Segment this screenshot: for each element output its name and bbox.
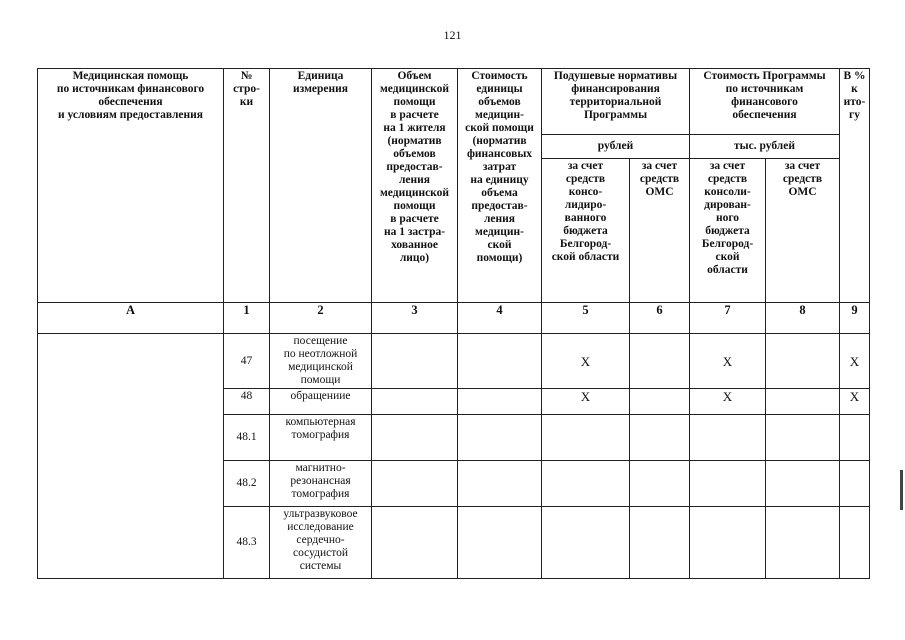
regional-per-capita-cell — [542, 461, 630, 507]
column-number: 2 — [270, 303, 372, 334]
header-oms-cost: за счет средств ОМС — [766, 159, 840, 303]
table-row — [38, 334, 870, 389]
header-percent: В % к ито- гу — [840, 69, 870, 303]
unit-cell: компьютерная томография — [270, 415, 372, 461]
oms-per-capita-cell — [630, 507, 690, 579]
header-regional-budget-per-capita: за счет средств консо- лидиро- ванного бюджета Белгород- ской области — [542, 159, 630, 303]
header-unit: Единица измерения — [270, 69, 372, 303]
regional-cost-cell — [690, 415, 766, 461]
unit-cell: посещение по неотложной медицинской помощи — [270, 334, 372, 389]
unit-cost-cell — [458, 461, 542, 507]
column-number: 6 — [630, 303, 690, 334]
line-number: 48.1 — [224, 415, 270, 461]
header-unit-cost: Стоимость единицы объемов медицин- ской помощи (норматив финансовых затрат на единицу объема предостав- ления медицин- ской помощи) — [458, 69, 542, 303]
oms-per-capita-cell — [630, 334, 690, 389]
financing-table — [37, 68, 870, 579]
regional-cost-cell — [690, 461, 766, 507]
oms-per-capita-cell — [630, 415, 690, 461]
regional-per-capita-cell: Х — [542, 389, 630, 415]
oms-cost-cell — [766, 389, 840, 415]
header-unit-rubles: рублей — [542, 135, 690, 159]
column-number: 5 — [542, 303, 630, 334]
unit-cell: обращениие — [270, 389, 372, 415]
regional-per-capita-cell — [542, 415, 630, 461]
line-number: 48.3 — [224, 507, 270, 579]
header-unit-thousand-rubles: тыс. рублей — [690, 135, 840, 159]
unit-cost-cell — [458, 389, 542, 415]
header-program-cost-group: Стоимость Программы по источникам финансового обеспечения — [690, 69, 840, 135]
percent-cell — [840, 461, 870, 507]
column-number: 1 — [224, 303, 270, 334]
volume-cell — [372, 334, 458, 389]
percent-cell: Х — [840, 389, 870, 415]
regional-per-capita-cell: Х — [542, 334, 630, 389]
unit-cell: ультразвуковое исследование сердечно- сосудистой системы — [270, 507, 372, 579]
unit-cost-cell — [458, 415, 542, 461]
volume-cell — [372, 461, 458, 507]
line-number: 48.2 — [224, 461, 270, 507]
unit-cell: магнитно- резонансная томография — [270, 461, 372, 507]
page-number: 121 — [443, 28, 462, 42]
oms-per-capita-cell — [630, 389, 690, 415]
header-oms-per-capita: за счет средств ОМС — [630, 159, 690, 303]
line-number: 48 — [224, 389, 270, 415]
percent-cell: Х — [840, 334, 870, 389]
scan-edge-mark — [900, 470, 903, 510]
column-number: А — [38, 303, 224, 334]
header-per-capita-group: Подушевые нормативы финансирования территориальной Программы — [542, 69, 690, 135]
oms-cost-cell — [766, 415, 840, 461]
oms-per-capita-cell — [630, 461, 690, 507]
oms-cost-cell — [766, 507, 840, 579]
header-line-number: № стро- ки — [224, 69, 270, 303]
column-number: 9 — [840, 303, 870, 334]
regional-cost-cell — [690, 507, 766, 579]
oms-cost-cell — [766, 461, 840, 507]
volume-cell — [372, 415, 458, 461]
unit-cost-cell — [458, 334, 542, 389]
unit-cost-cell — [458, 507, 542, 579]
care-type-cell — [38, 334, 224, 579]
column-number: 4 — [458, 303, 542, 334]
volume-cell — [372, 389, 458, 415]
regional-cost-cell: Х — [690, 389, 766, 415]
regional-cost-cell: Х — [690, 334, 766, 389]
regional-per-capita-cell — [542, 507, 630, 579]
column-number: 7 — [690, 303, 766, 334]
header-care-type: Медицинская помощь по источникам финансового обеспечения и условиям предоставления — [38, 69, 224, 303]
column-number-row — [38, 303, 870, 334]
column-number: 8 — [766, 303, 840, 334]
percent-cell — [840, 507, 870, 579]
line-number: 47 — [224, 334, 270, 389]
header-regional-budget-cost: за счет средств консоли- дирован- ного бюджета Белгород- ской области — [690, 159, 766, 303]
column-number: 3 — [372, 303, 458, 334]
percent-cell — [840, 415, 870, 461]
volume-cell — [372, 507, 458, 579]
oms-cost-cell — [766, 334, 840, 389]
header-volume: Объем медицинской помощи в расчете на 1 жителя (норматив объемов предостав- ления медицинской помощи в расчете на 1 застра- хованное лицо) — [372, 69, 458, 303]
